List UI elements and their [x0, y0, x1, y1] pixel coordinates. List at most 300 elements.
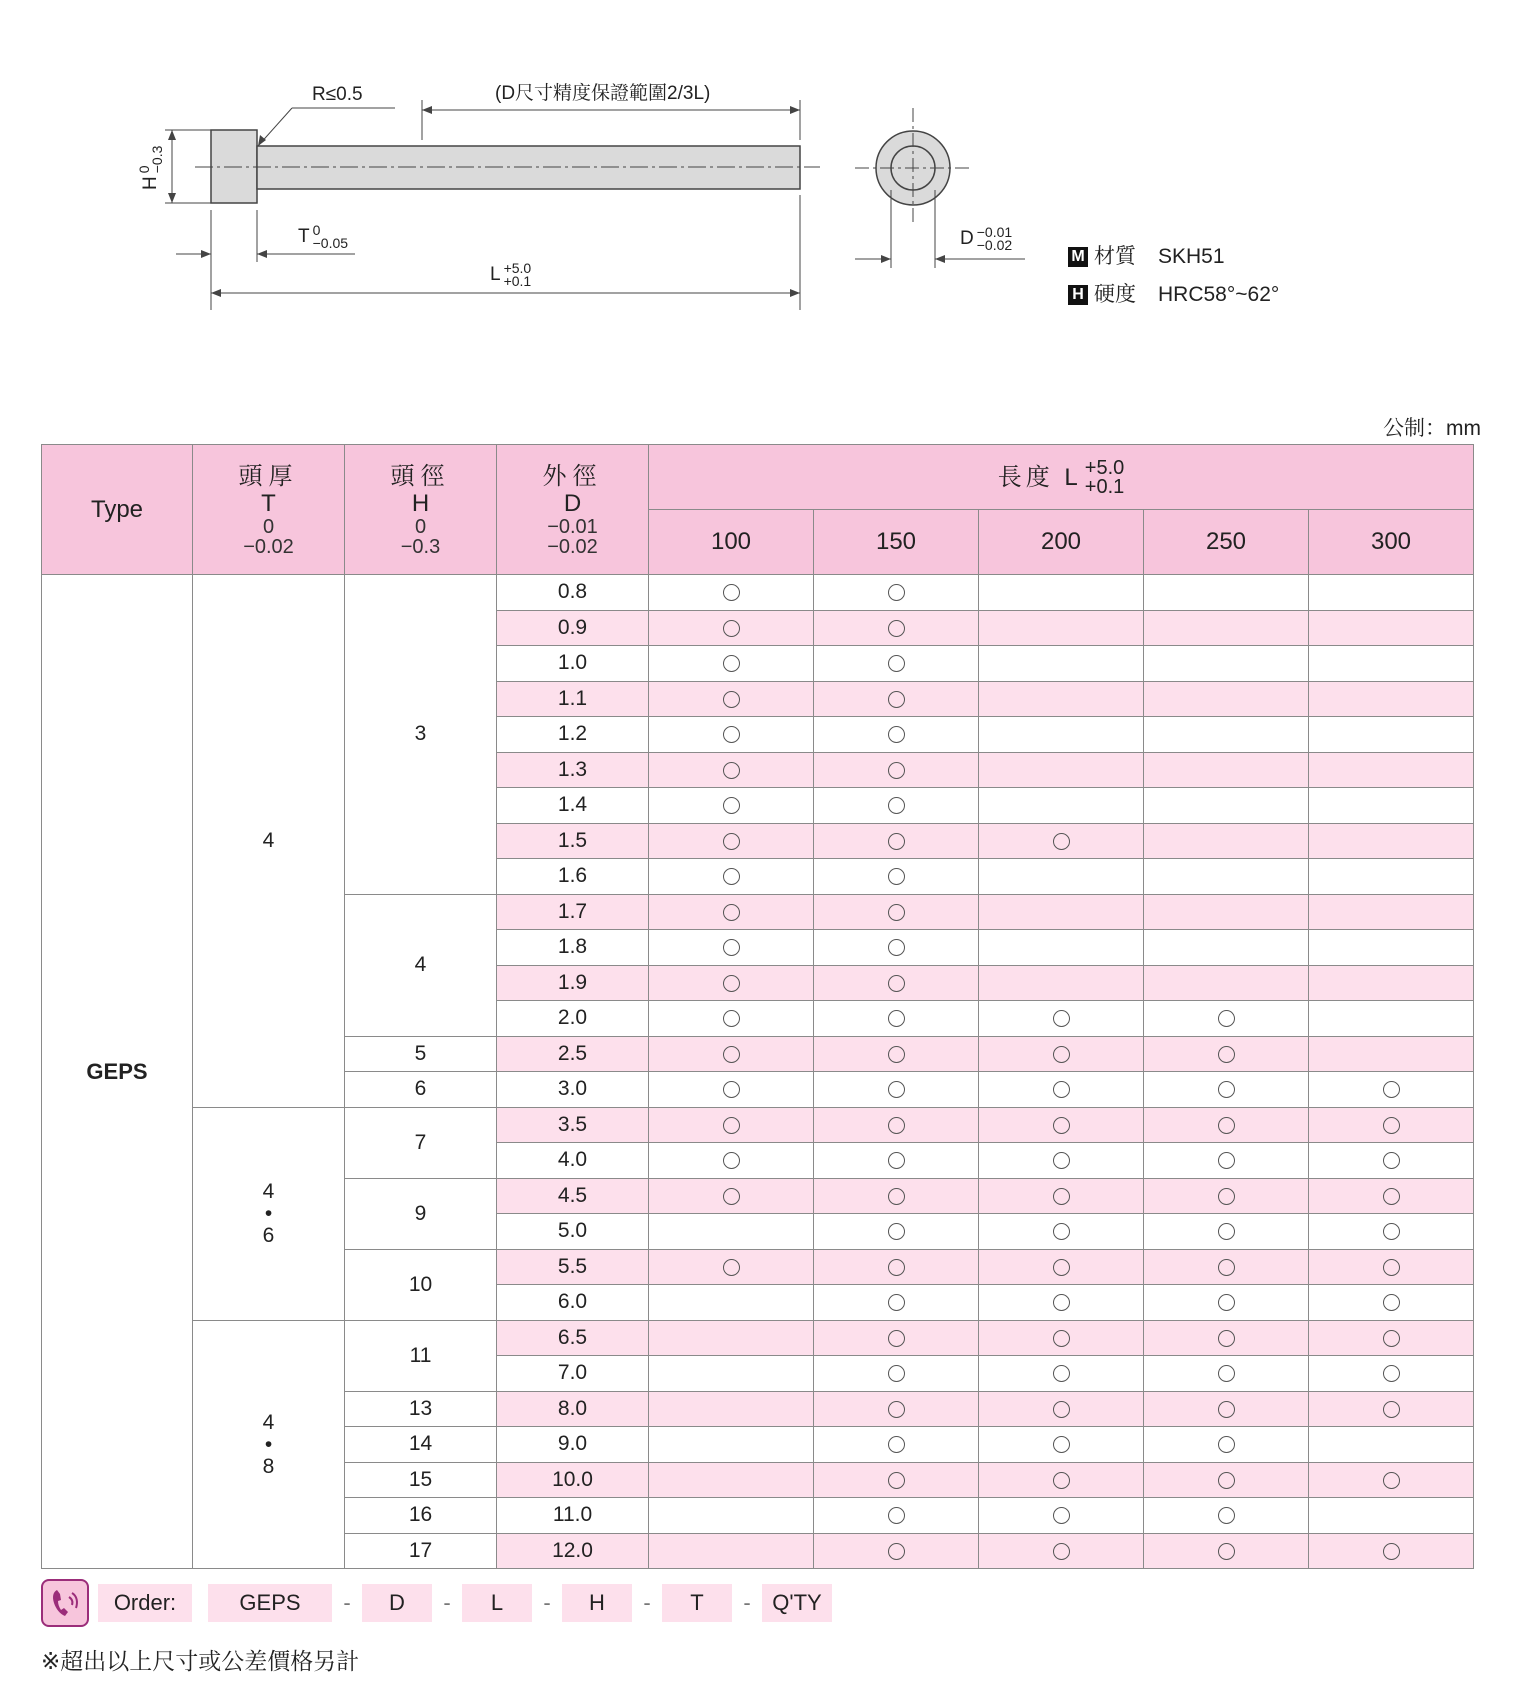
availability-cell [814, 1285, 979, 1321]
available-circle-icon [1218, 1188, 1235, 1205]
head-diameter-cell: 14 [345, 1427, 497, 1463]
order-field-h: H [562, 1584, 632, 1622]
h-tol-upper: 0 [136, 165, 152, 174]
available-circle-icon [888, 762, 905, 779]
outer-diameter-cell: 3.5 [497, 1107, 649, 1143]
availability-cell [649, 1249, 814, 1285]
availability-cell [1309, 1320, 1474, 1356]
availability-cell [814, 1320, 979, 1356]
availability-cell [1309, 965, 1474, 1001]
availability-cell [649, 965, 814, 1001]
header-t-symbol: T [261, 489, 276, 517]
l-tol-upper: +5.0 [503, 260, 532, 276]
available-circle-icon [1383, 1401, 1400, 1418]
available-circle-icon [1218, 1259, 1235, 1276]
d-tol-lower: −0.02 [976, 237, 1013, 253]
available-circle-icon [723, 620, 740, 637]
head-thickness-line: 4 [262, 828, 275, 852]
order-field-d: D [362, 1584, 432, 1622]
outer-diameter-cell: 1.9 [497, 965, 649, 1001]
availability-cell [649, 1143, 814, 1179]
outer-diameter-cell: 1.6 [497, 859, 649, 895]
availability-cell [649, 717, 814, 753]
header-outer-diameter [497, 445, 649, 575]
availability-cell [979, 859, 1144, 895]
header-h-tol-upper: 0 [414, 515, 427, 538]
available-circle-icon [1383, 1152, 1400, 1169]
availability-cell [979, 681, 1144, 717]
h-tol-lower: −0.3 [149, 145, 165, 174]
type-cell: GEPS [42, 575, 193, 1569]
l-tol-lower: +0.1 [503, 273, 532, 289]
available-circle-icon [1383, 1330, 1400, 1347]
available-circle-icon [723, 584, 740, 601]
header-length-200: 200 [979, 510, 1144, 575]
header-t-tol-upper: 0 [262, 515, 275, 538]
available-circle-icon [1053, 1543, 1070, 1560]
availability-cell [979, 752, 1144, 788]
outer-diameter-cell: 1.4 [497, 788, 649, 824]
available-circle-icon [723, 726, 740, 743]
t-dimension-label [298, 224, 348, 250]
availability-cell [979, 788, 1144, 824]
availability-cell [1309, 788, 1474, 824]
availability-cell [1309, 1072, 1474, 1108]
availability-cell [979, 1533, 1144, 1569]
head-thickness-line: 4 [262, 1180, 275, 1203]
availability-cell [649, 1285, 814, 1321]
availability-cell [1309, 859, 1474, 895]
availability-cell [649, 894, 814, 930]
outer-diameter-cell: 3.0 [497, 1072, 649, 1108]
header-type: Type [42, 445, 193, 575]
order-field-l: L [462, 1584, 532, 1622]
header-length-tol-lower: +0.1 [1084, 476, 1125, 499]
availability-cell [1309, 646, 1474, 682]
availability-cell [1309, 1143, 1474, 1179]
availability-cell [1309, 681, 1474, 717]
available-circle-icon [1053, 1152, 1070, 1169]
header-h-name: 頭徑 [390, 462, 451, 490]
head-thickness-cell [193, 1320, 345, 1569]
outer-diameter-cell: 1.5 [497, 823, 649, 859]
availability-cell [814, 1249, 979, 1285]
availability-cell [1144, 894, 1309, 930]
d-tol-upper: −0.01 [976, 224, 1013, 240]
outer-diameter-cell: 11.0 [497, 1498, 649, 1534]
availability-cell [1144, 1143, 1309, 1179]
availability-cell [1144, 646, 1309, 682]
header-head-diameter [345, 445, 497, 575]
available-circle-icon [1383, 1188, 1400, 1205]
h-dimension-label [138, 146, 164, 190]
availability-cell [1144, 1356, 1309, 1392]
outer-diameter-cell: 0.9 [497, 610, 649, 646]
availability-cell [1144, 1107, 1309, 1143]
availability-cell [979, 1001, 1144, 1037]
availability-cell [649, 1427, 814, 1463]
availability-cell [814, 930, 979, 966]
outer-diameter-cell: 10.0 [497, 1462, 649, 1498]
header-d-symbol: D [563, 489, 582, 517]
available-circle-icon [1053, 1294, 1070, 1311]
d-dimension-label [960, 226, 1012, 252]
t-tol-upper: 0 [312, 222, 321, 238]
order-label: Order: [98, 1584, 192, 1622]
available-circle-icon [1383, 1081, 1400, 1098]
available-circle-icon [1383, 1294, 1400, 1311]
available-circle-icon [723, 868, 740, 885]
availability-cell [1309, 1462, 1474, 1498]
outer-diameter-cell: 4.0 [497, 1143, 649, 1179]
availability-cell [649, 1391, 814, 1427]
availability-cell [979, 646, 1144, 682]
availability-cell [1309, 1391, 1474, 1427]
availability-cell [979, 1427, 1144, 1463]
availability-cell [1144, 1214, 1309, 1250]
availability-cell [814, 1178, 979, 1214]
available-circle-icon [1053, 1081, 1070, 1098]
outer-diameter-cell: 9.0 [497, 1427, 649, 1463]
availability-cell [649, 1356, 814, 1392]
availability-cell [1309, 575, 1474, 611]
available-circle-icon [1218, 1223, 1235, 1240]
order-code [41, 1580, 832, 1626]
availability-cell [814, 1214, 979, 1250]
availability-cell [649, 1533, 814, 1569]
availability-cell [814, 1498, 979, 1534]
availability-cell [979, 965, 1144, 1001]
pin-drawing [0, 0, 1521, 330]
availability-cell [1309, 752, 1474, 788]
available-circle-icon [888, 975, 905, 992]
header-d-tol-upper: −0.01 [547, 515, 598, 538]
availability-cell [1309, 894, 1474, 930]
head-diameter-cell: 11 [345, 1320, 497, 1391]
outer-diameter-cell: 12.0 [497, 1533, 649, 1569]
h-symbol: H [140, 176, 162, 190]
availability-cell [814, 823, 979, 859]
availability-cell [1144, 859, 1309, 895]
availability-cell [979, 1107, 1144, 1143]
property-label: 硬度 [1094, 283, 1136, 306]
outer-diameter-cell: 2.5 [497, 1036, 649, 1072]
outer-diameter-cell: 5.5 [497, 1249, 649, 1285]
availability-cell [649, 930, 814, 966]
availability-cell [649, 1001, 814, 1037]
availability-cell [979, 1462, 1144, 1498]
available-circle-icon [1218, 1507, 1235, 1524]
availability-cell [1309, 610, 1474, 646]
available-circle-icon [888, 726, 905, 743]
availability-cell [979, 1320, 1144, 1356]
order-field-type: GEPS [208, 1584, 332, 1622]
availability-cell [1309, 823, 1474, 859]
head-diameter-cell: 9 [345, 1178, 497, 1249]
availability-cell [649, 646, 814, 682]
available-circle-icon [888, 868, 905, 885]
availability-cell [814, 1107, 979, 1143]
head-thickness-line: • [264, 1432, 273, 1456]
available-circle-icon [1218, 1117, 1235, 1134]
head-diameter-cell: 10 [345, 1249, 497, 1320]
available-circle-icon [888, 620, 905, 637]
header-d-tol-lower: −0.02 [547, 535, 598, 558]
available-circle-icon [1218, 1401, 1235, 1418]
available-circle-icon [723, 833, 740, 850]
availability-cell [1144, 1427, 1309, 1463]
availability-cell [1309, 930, 1474, 966]
available-circle-icon [888, 1507, 905, 1524]
available-circle-icon [888, 1472, 905, 1489]
head-diameter-cell: 6 [345, 1072, 497, 1108]
available-circle-icon [888, 1543, 905, 1560]
spec-table-body [42, 575, 1474, 1569]
availability-cell [1144, 1320, 1309, 1356]
head-thickness-line: 4 [262, 1410, 275, 1434]
availability-cell [979, 610, 1144, 646]
technical-drawing [0, 0, 1521, 330]
availability-cell [814, 681, 979, 717]
outer-diameter-cell: 8.0 [497, 1391, 649, 1427]
available-circle-icon [888, 1223, 905, 1240]
available-circle-icon [1053, 1259, 1070, 1276]
outer-diameter-cell: 1.0 [497, 646, 649, 682]
availability-cell [814, 575, 979, 611]
hardness-badge-icon: H [1068, 285, 1088, 305]
available-circle-icon [888, 1117, 905, 1134]
availability-cell [649, 1107, 814, 1143]
availability-cell [1144, 752, 1309, 788]
availability-cell [1144, 1036, 1309, 1072]
radius-label: R≤0.5 [312, 84, 363, 105]
availability-cell [979, 894, 1144, 930]
availability-cell [979, 1036, 1144, 1072]
pricing-note: ※超出以上尺寸或公差價格另計 [41, 1648, 360, 1674]
unit-label: 公制：mm [1383, 417, 1481, 440]
availability-cell [1309, 1178, 1474, 1214]
availability-cell [649, 1178, 814, 1214]
available-circle-icon [1218, 1543, 1235, 1560]
available-circle-icon [1218, 1010, 1235, 1027]
outer-diameter-cell: 7.0 [497, 1356, 649, 1392]
order-separator: - [343, 1590, 351, 1615]
available-circle-icon [1383, 1472, 1400, 1489]
available-circle-icon [888, 833, 905, 850]
availability-cell [814, 610, 979, 646]
outer-diameter-cell: 2.0 [497, 1001, 649, 1037]
outer-diameter-cell: 5.0 [497, 1214, 649, 1250]
availability-cell [1144, 717, 1309, 753]
table-row [42, 575, 1474, 611]
availability-cell [1144, 1072, 1309, 1108]
availability-cell [1144, 575, 1309, 611]
availability-cell [1309, 1533, 1474, 1569]
available-circle-icon [723, 1152, 740, 1169]
available-circle-icon [888, 1365, 905, 1382]
availability-cell [649, 1036, 814, 1072]
availability-cell [979, 823, 1144, 859]
available-circle-icon [1218, 1081, 1235, 1098]
head-thickness-cell [193, 575, 345, 1108]
outer-diameter-cell: 4.5 [497, 1178, 649, 1214]
available-circle-icon [723, 1188, 740, 1205]
available-circle-icon [888, 1436, 905, 1453]
header-t-tol-lower: −0.02 [243, 535, 294, 558]
availability-cell [1144, 1285, 1309, 1321]
available-circle-icon [723, 904, 740, 921]
availability-cell [1144, 823, 1309, 859]
availability-cell [814, 1356, 979, 1392]
availability-cell [1144, 1498, 1309, 1534]
head-diameter-cell: 16 [345, 1498, 497, 1534]
head-diameter-cell: 13 [345, 1391, 497, 1427]
outer-diameter-cell: 1.7 [497, 894, 649, 930]
l-symbol: L [490, 264, 501, 286]
header-length [649, 445, 1474, 510]
header-length-300: 300 [1309, 510, 1474, 575]
available-circle-icon [888, 584, 905, 601]
availability-cell [1144, 1001, 1309, 1037]
available-circle-icon [723, 655, 740, 672]
head-thickness-line: 8 [262, 1454, 275, 1478]
availability-cell [814, 1036, 979, 1072]
available-circle-icon [888, 1330, 905, 1347]
availability-cell [979, 930, 1144, 966]
availability-cell [1309, 1249, 1474, 1285]
availability-cell [649, 752, 814, 788]
available-circle-icon [723, 797, 740, 814]
availability-cell [1144, 1462, 1309, 1498]
available-circle-icon [1053, 1507, 1070, 1524]
available-circle-icon [723, 1117, 740, 1134]
availability-cell [814, 894, 979, 930]
availability-cell [1309, 1498, 1474, 1534]
available-circle-icon [1053, 1401, 1070, 1418]
available-circle-icon [888, 1259, 905, 1276]
available-circle-icon [888, 797, 905, 814]
availability-cell [814, 1001, 979, 1037]
head-thickness-line: • [264, 1202, 273, 1225]
availability-cell [979, 1356, 1144, 1392]
available-circle-icon [1053, 1046, 1070, 1063]
available-circle-icon [1218, 1330, 1235, 1347]
head-diameter-cell: 7 [345, 1107, 497, 1178]
availability-cell [1309, 717, 1474, 753]
order-separator: - [743, 1590, 751, 1615]
available-circle-icon [888, 1010, 905, 1027]
header-length-tol-upper: +5.0 [1084, 457, 1125, 480]
availability-cell [1309, 1036, 1474, 1072]
available-circle-icon [1053, 1472, 1070, 1489]
spec-table [41, 444, 1474, 1569]
head-diameter-cell: 4 [345, 894, 497, 1036]
availability-cell [1144, 1391, 1309, 1427]
available-circle-icon [1383, 1543, 1400, 1560]
available-circle-icon [723, 1259, 740, 1276]
availability-cell [1144, 610, 1309, 646]
d-symbol: D [960, 228, 974, 250]
available-circle-icon [1053, 1365, 1070, 1382]
available-circle-icon [1218, 1436, 1235, 1453]
precision-note: (D尺寸精度保證範圍2/3L) [495, 83, 711, 104]
available-circle-icon [888, 904, 905, 921]
material-badge-icon: M [1068, 247, 1088, 267]
head-diameter-cell: 17 [345, 1533, 497, 1569]
head-thickness-line: 6 [262, 1224, 275, 1247]
header-length-100: 100 [649, 510, 814, 575]
availability-cell [1309, 1285, 1474, 1321]
available-circle-icon [1053, 833, 1070, 850]
availability-cell [814, 717, 979, 753]
order-separator: - [543, 1590, 551, 1615]
available-circle-icon [723, 762, 740, 779]
availability-cell [649, 1072, 814, 1108]
order-field-t: T [662, 1584, 732, 1622]
header-head-thickness [193, 445, 345, 575]
head-diameter-cell: 3 [345, 575, 497, 895]
available-circle-icon [888, 1188, 905, 1205]
property-material [1068, 238, 1279, 276]
header-length-250: 250 [1144, 510, 1309, 575]
outer-diameter-cell: 1.8 [497, 930, 649, 966]
availability-cell [979, 1285, 1144, 1321]
available-circle-icon [723, 1010, 740, 1027]
phone-icon [41, 1579, 89, 1627]
available-circle-icon [1053, 1010, 1070, 1027]
availability-cell [814, 1427, 979, 1463]
available-circle-icon [888, 1046, 905, 1063]
availability-cell [649, 1498, 814, 1534]
outer-diameter-cell: 0.8 [497, 575, 649, 611]
head-thickness-value [263, 1181, 275, 1247]
head-thickness-value [263, 1412, 275, 1478]
available-circle-icon [888, 1081, 905, 1098]
availability-cell [649, 788, 814, 824]
property-hardness [1068, 276, 1279, 314]
header-d-name: 外徑 [542, 462, 603, 490]
availability-cell [1144, 681, 1309, 717]
available-circle-icon [1218, 1294, 1235, 1311]
property-value: SKH51 [1158, 245, 1225, 268]
availability-cell [649, 681, 814, 717]
availability-cell [649, 859, 814, 895]
header-h-tol-lower: −0.3 [400, 535, 441, 558]
order-field-qty: Q'TY [762, 1584, 832, 1622]
availability-cell [814, 646, 979, 682]
availability-cell [1144, 1178, 1309, 1214]
head-diameter-cell: 15 [345, 1462, 497, 1498]
availability-cell [979, 1391, 1144, 1427]
availability-cell [979, 1143, 1144, 1179]
availability-cell [979, 1498, 1144, 1534]
availability-cell [814, 1462, 979, 1498]
available-circle-icon [1053, 1117, 1070, 1134]
available-circle-icon [723, 1046, 740, 1063]
availability-cell [649, 1214, 814, 1250]
available-circle-icon [888, 691, 905, 708]
availability-cell [979, 1249, 1144, 1285]
availability-cell [814, 752, 979, 788]
outer-diameter-cell: 1.1 [497, 681, 649, 717]
availability-cell [814, 1391, 979, 1427]
t-tol-lower: −0.05 [312, 235, 349, 251]
available-circle-icon [1383, 1259, 1400, 1276]
available-circle-icon [723, 975, 740, 992]
availability-cell [814, 1072, 979, 1108]
availability-cell [1309, 1356, 1474, 1392]
property-label: 材質 [1094, 245, 1136, 268]
